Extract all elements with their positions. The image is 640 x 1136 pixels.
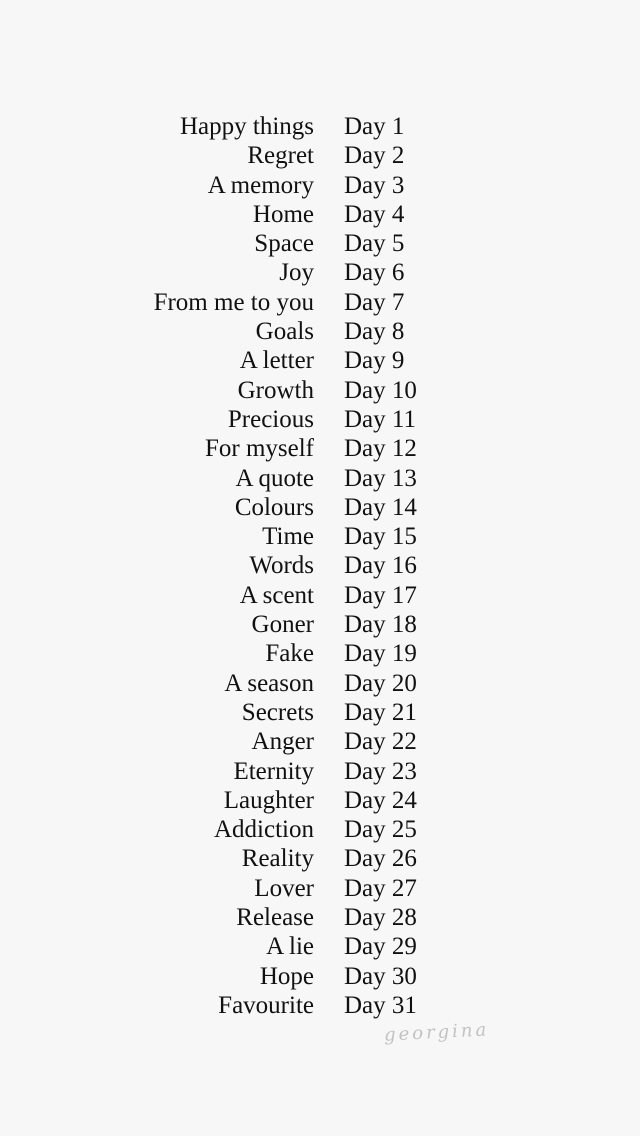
prompt-label: Anger bbox=[251, 728, 314, 756]
challenge-row bbox=[0, 112, 640, 141]
day-label: Day 13 bbox=[344, 464, 417, 492]
day-label: Day 28 bbox=[344, 904, 417, 932]
day-label: Day 6 bbox=[344, 259, 405, 287]
prompt-label: Home bbox=[252, 200, 314, 228]
prompt-label: A letter bbox=[239, 347, 314, 375]
prompt-label: Goals bbox=[255, 318, 314, 346]
day-label: Day 1 bbox=[344, 113, 405, 140]
prompt-label: A scent bbox=[239, 581, 314, 609]
challenge-row bbox=[0, 991, 640, 1020]
prompt-label: Colours bbox=[234, 493, 314, 521]
day-label: Day 27 bbox=[344, 874, 417, 902]
prompt-label: A quote bbox=[235, 464, 314, 492]
day-label: Day 25 bbox=[344, 816, 417, 844]
day-label: Day 10 bbox=[344, 376, 417, 404]
prompt-label: Growth bbox=[237, 376, 314, 404]
prompt-label: A season bbox=[224, 669, 314, 697]
prompt-label: Precious bbox=[227, 405, 314, 433]
challenge-row bbox=[0, 493, 640, 522]
day-label: Day 2 bbox=[344, 142, 405, 170]
challenge-list bbox=[0, 112, 640, 1020]
day-label: Day 24 bbox=[344, 786, 417, 814]
prompt-label: Release bbox=[236, 904, 314, 932]
challenge-row bbox=[0, 639, 640, 668]
challenge-row bbox=[0, 288, 640, 317]
challenge-row bbox=[0, 258, 640, 287]
day-label: Day 19 bbox=[344, 640, 417, 668]
challenge-row bbox=[0, 405, 640, 434]
challenge-row bbox=[0, 874, 640, 903]
day-label: Day 4 bbox=[344, 200, 405, 228]
prompt-label: Happy things bbox=[179, 113, 314, 140]
prompt-label: Reality bbox=[241, 845, 314, 873]
day-label: Day 12 bbox=[344, 435, 417, 463]
prompt-label: For myself bbox=[204, 435, 314, 463]
prompt-label: Secrets bbox=[241, 698, 314, 726]
day-label: Day 26 bbox=[344, 845, 417, 873]
challenge-row bbox=[0, 815, 640, 844]
prompt-label: Goner bbox=[251, 611, 314, 639]
day-label: Day 29 bbox=[344, 933, 417, 961]
challenge-row bbox=[0, 171, 640, 200]
day-label: Day 11 bbox=[344, 405, 416, 433]
prompt-label: A lie bbox=[266, 933, 314, 961]
day-label: Day 8 bbox=[344, 318, 405, 346]
prompt-label: Time bbox=[262, 523, 314, 551]
challenge-row bbox=[0, 551, 640, 580]
prompt-label: Laughter bbox=[223, 786, 314, 814]
prompt-label: From me to you bbox=[153, 288, 314, 316]
challenge-row bbox=[0, 581, 640, 610]
prompt-label: Regret bbox=[247, 142, 314, 170]
day-label: Day 9 bbox=[344, 347, 405, 375]
prompt-label: Joy bbox=[279, 259, 314, 287]
challenge-row bbox=[0, 346, 640, 375]
challenge-row bbox=[0, 844, 640, 873]
day-label: Day 30 bbox=[344, 962, 417, 990]
day-label: Day 22 bbox=[344, 728, 417, 756]
challenge-row bbox=[0, 698, 640, 727]
challenge-row bbox=[0, 932, 640, 961]
challenge-row bbox=[0, 669, 640, 698]
prompt-label: A memory bbox=[207, 171, 314, 199]
signature-watermark: georgina bbox=[383, 1019, 490, 1046]
challenge-row bbox=[0, 376, 640, 405]
challenge-row bbox=[0, 727, 640, 756]
day-label: Day 18 bbox=[344, 611, 417, 639]
day-label: Day 3 bbox=[344, 171, 405, 199]
prompt-label: Addiction bbox=[214, 816, 314, 844]
prompt-label: Lover bbox=[254, 874, 314, 902]
challenge-row bbox=[0, 229, 640, 258]
prompt-label: Favourite bbox=[218, 991, 314, 1019]
prompt-label: Eternity bbox=[233, 757, 314, 785]
day-label: Day 20 bbox=[344, 669, 417, 697]
day-label: Day 7 bbox=[344, 288, 405, 316]
challenge-row bbox=[0, 610, 640, 639]
day-label: Day 31 bbox=[344, 991, 417, 1019]
prompt-label: Fake bbox=[265, 640, 314, 668]
day-label: Day 16 bbox=[344, 552, 417, 580]
challenge-row bbox=[0, 141, 640, 170]
challenge-row bbox=[0, 317, 640, 346]
day-label: Day 15 bbox=[344, 523, 417, 551]
day-label: Day 21 bbox=[344, 698, 417, 726]
challenge-row bbox=[0, 903, 640, 932]
challenge-row bbox=[0, 757, 640, 786]
day-label: Day 14 bbox=[344, 493, 417, 521]
day-label: Day 5 bbox=[344, 230, 405, 258]
day-label: Day 23 bbox=[344, 757, 417, 785]
challenge-row bbox=[0, 200, 640, 229]
challenge-row bbox=[0, 786, 640, 815]
challenge-row bbox=[0, 522, 640, 551]
challenge-row bbox=[0, 464, 640, 493]
challenge-row bbox=[0, 434, 640, 463]
prompt-label: Words bbox=[249, 552, 314, 580]
prompt-label: Hope bbox=[259, 962, 314, 990]
challenge-row bbox=[0, 962, 640, 991]
day-label: Day 17 bbox=[344, 581, 417, 609]
prompt-label: Space bbox=[254, 230, 314, 258]
